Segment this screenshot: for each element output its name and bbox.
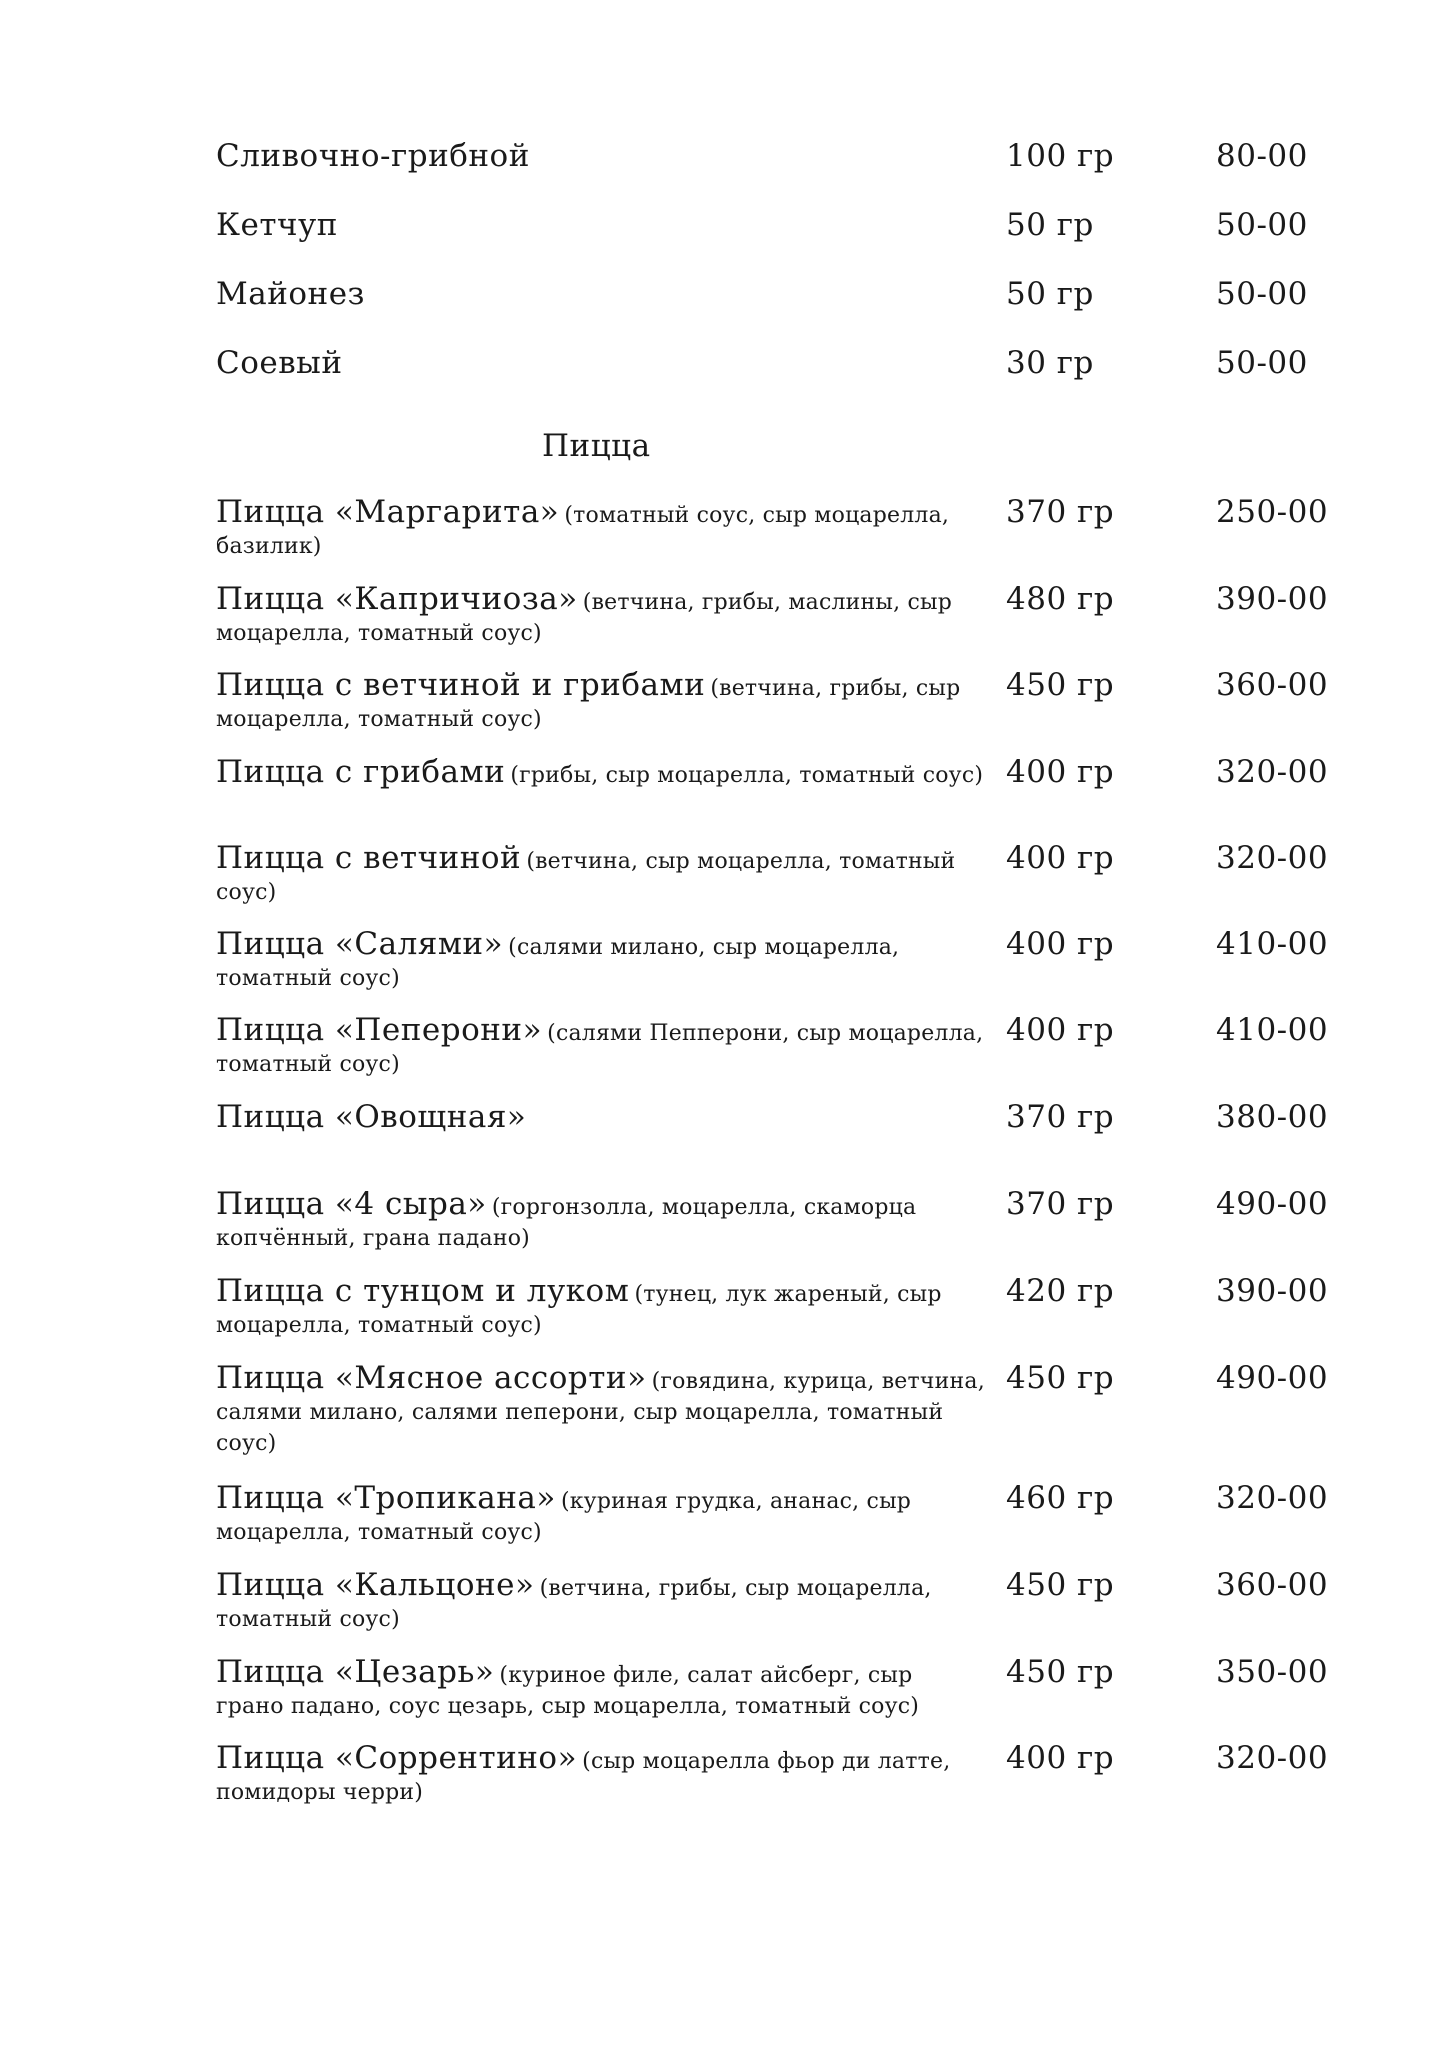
pizza-price: 320-00 bbox=[1216, 840, 1329, 876]
pizza-weight: 370 гр bbox=[1006, 1099, 1115, 1135]
pizza-weight: 400 гр bbox=[1006, 1012, 1115, 1048]
pizza-price: 390-00 bbox=[1216, 581, 1329, 617]
pizza-description: (ветчина, сыр моцарелла, томатный соус) bbox=[216, 849, 956, 905]
pizza-description: (тунец, лук жареный, сыр моцарелла, томатный соус) bbox=[216, 1282, 942, 1338]
pizza-description: (куриная грудка, ананас, сыр моцарелла, томатный соус) bbox=[216, 1489, 912, 1545]
pizza-name: Пицца с тунцом и луком bbox=[216, 1273, 630, 1309]
pizza-weight: 420 гр bbox=[1006, 1273, 1115, 1309]
sauce-weight: 50 гр bbox=[1006, 207, 1094, 243]
pizza-price: 360-00 bbox=[1216, 667, 1329, 703]
pizza-price: 390-00 bbox=[1216, 1273, 1329, 1309]
pizza-price: 410-00 bbox=[1216, 926, 1329, 962]
pizza-weight: 370 гр bbox=[1006, 494, 1115, 530]
pizza-description: (сыр моцарелла фьор ди латте, помидоры черри) bbox=[216, 1749, 951, 1805]
sauce-price: 50-00 bbox=[1216, 276, 1308, 312]
pizza-weight: 480 гр bbox=[1006, 581, 1115, 617]
pizza-name: Пицца «Цезарь» bbox=[216, 1654, 495, 1690]
pizza-description: (салями милано, сыр моцарелла, томатный соус) bbox=[216, 935, 900, 991]
sauce-weight: 50 гр bbox=[1006, 276, 1094, 312]
pizza-price: 490-00 bbox=[1216, 1186, 1329, 1222]
pizza-weight: 460 гр bbox=[1006, 1480, 1115, 1516]
sauce-weight: 30 гр bbox=[1006, 345, 1094, 381]
sauce-weight: 100 гр bbox=[1006, 138, 1115, 174]
pizza-weight: 400 гр bbox=[1006, 840, 1115, 876]
pizza-price: 350-00 bbox=[1216, 1654, 1329, 1690]
sauce-name: Соевый bbox=[216, 345, 343, 381]
pizza-price: 320-00 bbox=[1216, 754, 1329, 790]
sauce-price: 80-00 bbox=[1216, 138, 1308, 174]
pizza-name: Пицца «Тропикана» bbox=[216, 1480, 556, 1516]
pizza-weight: 400 гр bbox=[1006, 1740, 1115, 1776]
pizza-weight: 370 гр bbox=[1006, 1186, 1115, 1222]
pizza-description: (ветчина, грибы, сыр моцарелла, томатный соус) bbox=[216, 676, 961, 732]
pizza-weight: 400 гр bbox=[1006, 926, 1115, 962]
pizza-description: (ветчина, грибы, сыр моцарелла, томатный соус) bbox=[216, 1576, 932, 1632]
pizza-price: 250-00 bbox=[1216, 494, 1329, 530]
pizza-price: 360-00 bbox=[1216, 1567, 1329, 1603]
pizza-name: Пицца «Салями» bbox=[216, 926, 504, 962]
pizza-name: Пицца «Кальцоне» bbox=[216, 1567, 535, 1603]
sauce-name: Майонез bbox=[216, 276, 365, 312]
pizza-name: Пицца с ветчиной и грибами bbox=[216, 667, 706, 703]
pizza-description: (ветчина, грибы, маслины, сыр моцарелла, томатный соус) bbox=[216, 590, 952, 646]
pizza-name: Пицца с грибами bbox=[216, 754, 506, 790]
sauce-price: 50-00 bbox=[1216, 345, 1308, 381]
pizza-description: (томатный соус, сыр моцарелла, базилик) bbox=[216, 503, 950, 559]
pizza-weight: 450 гр bbox=[1006, 667, 1115, 703]
sauce-name: Сливочно-грибной bbox=[216, 138, 530, 174]
sauce-price: 50-00 bbox=[1216, 207, 1308, 243]
pizza-price: 320-00 bbox=[1216, 1480, 1329, 1516]
pizza-name: Пицца «Маргарита» bbox=[216, 494, 560, 530]
pizza-description: (салями Пепперони, сыр моцарелла, томатный соус) bbox=[216, 1021, 984, 1077]
pizza-name: Пицца с ветчиной bbox=[216, 840, 522, 876]
pizza-weight: 400 гр bbox=[1006, 754, 1115, 790]
pizza-description: (горгонзолла, моцарелла, скаморца копчённый, грана падано) bbox=[216, 1195, 917, 1251]
pizza-price: 490-00 bbox=[1216, 1360, 1329, 1396]
section-heading-pizza: Пицца bbox=[542, 428, 651, 464]
pizza-name: Пицца «Овощная» bbox=[216, 1099, 527, 1135]
pizza-name: Пицца «Мясное ассорти» bbox=[216, 1360, 647, 1396]
pizza-weight: 450 гр bbox=[1006, 1567, 1115, 1603]
pizza-description: (говядина, курица, ветчина, салями милано, салями пеперони, сыр моцарелла, томатный соус) bbox=[216, 1369, 985, 1456]
pizza-description: (куриное филе, салат айсберг, сыр грано падано, соус цезарь, сыр моцарелла, томатный соус) bbox=[216, 1663, 920, 1719]
pizza-description: (грибы, сыр моцарелла, томатный соус) bbox=[510, 763, 984, 788]
pizza-price: 380-00 bbox=[1216, 1099, 1329, 1135]
pizza-price: 320-00 bbox=[1216, 1740, 1329, 1776]
pizza-price: 410-00 bbox=[1216, 1012, 1329, 1048]
pizza-name: Пицца «Капричиоза» bbox=[216, 581, 578, 617]
sauce-name: Кетчуп bbox=[216, 207, 338, 243]
pizza-weight: 450 гр bbox=[1006, 1654, 1115, 1690]
pizza-weight: 450 гр bbox=[1006, 1360, 1115, 1396]
pizza-name: Пицца «Соррентино» bbox=[216, 1740, 578, 1776]
pizza-name: Пицца «4 сыра» bbox=[216, 1186, 487, 1222]
pizza-name: Пицца «Пеперони» bbox=[216, 1012, 543, 1048]
